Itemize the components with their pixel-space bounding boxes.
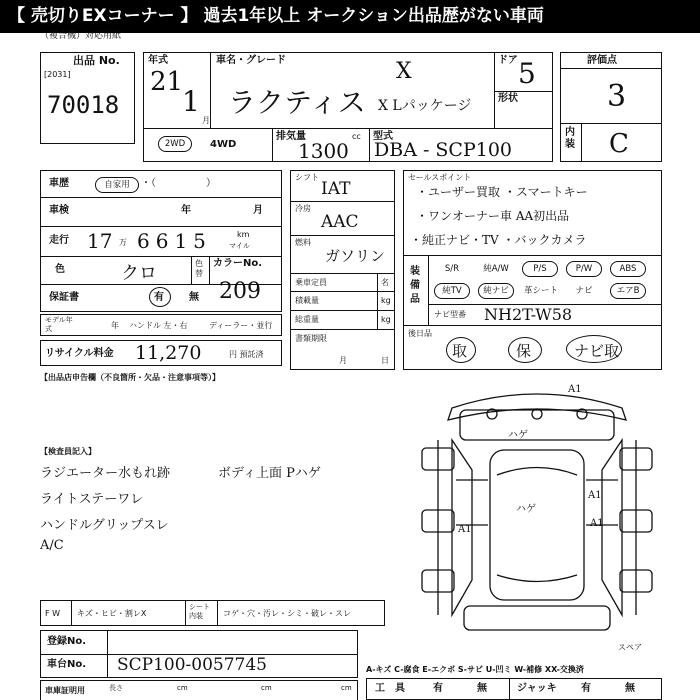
mileage-label: 走行 xyxy=(49,235,69,246)
registration-label: 書類期限 xyxy=(295,334,327,343)
garage-length-label: 長さ xyxy=(109,684,123,692)
header-title: 【 売切りEXコーナー 】 過去1年以上 オークション出品歴がない車両 xyxy=(0,0,700,33)
inspection-label: 車検 xyxy=(49,205,69,216)
garage-cm-3: cm xyxy=(341,684,352,692)
mid-column xyxy=(290,170,395,370)
inspection-month: 月 xyxy=(253,205,263,216)
model-grade: X Lパッケージ xyxy=(378,98,472,114)
history-label: 車歴 xyxy=(49,178,69,189)
shift-value: IAT xyxy=(321,179,351,199)
sales-line-3: ・純正ナビ・TV ・バックカメラ xyxy=(410,233,587,247)
jack-label: ジャッキ xyxy=(517,683,557,694)
equip-airbag: エアB xyxy=(610,283,646,299)
interior-value: C xyxy=(609,129,629,159)
right-column xyxy=(403,170,662,370)
chassis-value: SCP100-0057745 xyxy=(117,655,267,675)
mileage-km: km xyxy=(237,230,250,239)
model-name: ラクティス xyxy=(228,86,366,119)
recycle-unit: 円 預託済 xyxy=(229,350,264,359)
garage-cert-label: 車庫証明用 xyxy=(45,686,85,695)
chassis-label: 車台No. xyxy=(47,659,87,670)
damage-legend: A-キズ C-腐食 E-エクボ S-サビ U-凹ミ W-補修 XX-交換済 xyxy=(366,665,584,674)
color-swap-label: 色替 xyxy=(195,259,203,278)
model-box xyxy=(143,52,553,130)
sales-line-1: ・ユーザー買取 ・スマートキー xyxy=(416,185,588,199)
info-table xyxy=(40,170,282,312)
inspector-note-4: A/C xyxy=(40,538,64,553)
score-value: 3 xyxy=(607,79,627,114)
accessory-3: ナビ取 xyxy=(574,342,620,360)
equip-sr: S/R xyxy=(444,264,460,274)
fuel-value: ガソリン xyxy=(325,247,386,265)
equip-ps: P/S xyxy=(522,261,558,277)
equip-leather: 革シート xyxy=(523,286,558,296)
recycle-value: 11,270 xyxy=(135,342,202,364)
garage-cm-1: cm xyxy=(177,684,188,692)
defect-seat-label: シート内装 xyxy=(189,603,210,620)
model-code-value: DBA - SCP100 xyxy=(374,139,513,161)
inspector-label: 【検査員記入】 xyxy=(40,447,96,456)
diagram-spare: スペア xyxy=(618,643,642,652)
score-box xyxy=(560,52,662,162)
equip-abs: ABS xyxy=(610,261,646,277)
model-code-label: 型式 xyxy=(373,131,393,142)
history-suffix: ・（ ） xyxy=(141,178,216,189)
inspector-note-right: ボディ上面 Pハゲ xyxy=(218,466,321,481)
form-subtitle: （複合機）対応用紙 xyxy=(40,31,122,41)
capacity-gross-unit: kg xyxy=(381,315,391,324)
inspector-note-3: ハンドルグリップスレ xyxy=(40,518,169,533)
color-value: クロ xyxy=(121,263,157,284)
garage-cm-2: cm xyxy=(261,684,272,692)
year-era: 21 xyxy=(150,67,184,97)
mileage-value: 6615 xyxy=(137,229,212,253)
inspector-note-1: ラジエーター水もれ跡 xyxy=(40,466,171,481)
doors-label: ドア xyxy=(498,55,518,66)
equip-pw: P/W xyxy=(566,261,602,277)
defect-row xyxy=(40,600,385,626)
navi-model-label: ナビ型番 xyxy=(434,310,466,319)
tools-label: 工 具 xyxy=(375,683,405,694)
diagram-mark-hood: ハゲ xyxy=(508,430,528,441)
shape-label: 形状 xyxy=(498,93,518,104)
defect-fw-label: F W xyxy=(45,609,61,618)
sales-line-2: ・ワンオーナー車 AA初出品 xyxy=(416,209,570,223)
score-label: 評価点 xyxy=(587,55,617,66)
tools-no: 無 xyxy=(477,683,487,694)
jack-yes: 有 xyxy=(581,683,591,694)
equip-navi: 純ナビ xyxy=(478,283,514,299)
color-code-label: カラーNo. xyxy=(213,258,263,269)
reg-table xyxy=(40,630,358,678)
garage-row xyxy=(40,680,358,700)
lot-number: 70018 xyxy=(47,91,120,119)
mileage-man: 17 xyxy=(87,229,113,253)
diagram-mark-body: ハゲ xyxy=(516,504,536,515)
displacement-value: 1300 xyxy=(298,139,349,163)
registration-day: 日 xyxy=(381,356,389,365)
tools-yes: 有 xyxy=(433,683,443,694)
displacement-unit: cc xyxy=(352,132,361,141)
notice-label: 【出品店申告欄（不良箇所・欠品・注意事項等）】 xyxy=(40,373,220,382)
diagram-mark-roof: A1 xyxy=(568,384,582,395)
interior-label: 内装 xyxy=(565,127,575,150)
mileage-mile: マイル xyxy=(229,242,250,250)
shift-label: シフト xyxy=(295,173,319,182)
aircon-label: 冷房 xyxy=(295,204,311,213)
accessory-2: 保 xyxy=(516,342,532,360)
capacity-p-unit: 名 xyxy=(381,278,389,287)
recycle-row xyxy=(40,340,282,366)
lot-tag: [2031] xyxy=(44,70,71,79)
mileage-unit-man: 万 xyxy=(119,238,127,247)
capacity-gross: 総重量 xyxy=(295,315,319,324)
tools-row xyxy=(366,678,662,700)
reg-no-label: 登録No. xyxy=(47,636,87,647)
drive-4wd: 4WD xyxy=(210,139,237,150)
navi-model-value: NH2T-W58 xyxy=(484,305,573,324)
year-month: 1 xyxy=(182,85,200,118)
inspector-note-2: ライトステーワレ xyxy=(40,492,144,507)
capacity-load: 積載量 xyxy=(295,296,319,305)
model-x: X xyxy=(396,59,412,84)
recycle-label: リサイクル料金 xyxy=(45,348,114,359)
model-year-handle: ハンドル 左・右 xyxy=(129,321,188,330)
warranty-yes: 有 xyxy=(154,292,164,303)
capacity-load-unit: kg xyxy=(381,296,391,305)
diagram-mark-right-1: A1 xyxy=(588,490,602,501)
equip-navi2: ナビ xyxy=(575,286,593,296)
doors-value: 5 xyxy=(518,57,536,90)
color-code: 209 xyxy=(219,279,261,304)
sales-label: セールスポイント xyxy=(408,173,472,182)
diagram-mark-right-2: A1 xyxy=(590,518,604,529)
model-year-dealer: ディーラー・並行 xyxy=(209,321,273,330)
aircon-value: AAC xyxy=(321,212,359,232)
history-value: 自家用 xyxy=(95,177,139,193)
color-label: 色 xyxy=(55,264,65,275)
registration-month: 月 xyxy=(339,356,347,365)
fuel-label: 燃料 xyxy=(295,238,311,247)
car-diagram xyxy=(412,380,662,640)
accessory-1: 取 xyxy=(452,342,468,360)
defect-seat-text: コゲ・穴・汚レ・シミ・破レ・スレ xyxy=(223,609,351,618)
equip-tv: 純TV xyxy=(434,283,470,299)
warranty-no: 無 xyxy=(189,292,199,303)
jack-no: 無 xyxy=(625,683,635,694)
lot-label: 出品 No. xyxy=(73,54,120,67)
model-year-label: モデル年式 xyxy=(45,316,73,333)
model-label: 車名・グレード xyxy=(216,55,286,66)
spec-row xyxy=(143,128,553,162)
lot-box xyxy=(40,52,135,144)
accessories-label: 後日品 xyxy=(408,329,432,338)
displacement-label: 排気量 xyxy=(276,131,306,142)
inspection-year: 年 xyxy=(181,205,191,216)
equipment-label: 装備品 xyxy=(410,266,420,305)
model-year-row xyxy=(40,314,282,336)
equip-aw: 純A/W xyxy=(483,264,509,274)
year-label: 年式 xyxy=(148,55,168,66)
diagram-mark-left: A1 xyxy=(458,524,472,535)
drive-2wd: 2WD xyxy=(158,136,192,152)
warranty-label: 保証書 xyxy=(49,292,79,303)
model-year-year: 年 xyxy=(111,321,119,330)
defect-fw-text: キズ・ヒビ・割レX xyxy=(77,609,147,618)
year-month-unit: 月 xyxy=(202,116,210,125)
capacity-passengers: 乗車定員 xyxy=(295,278,327,287)
